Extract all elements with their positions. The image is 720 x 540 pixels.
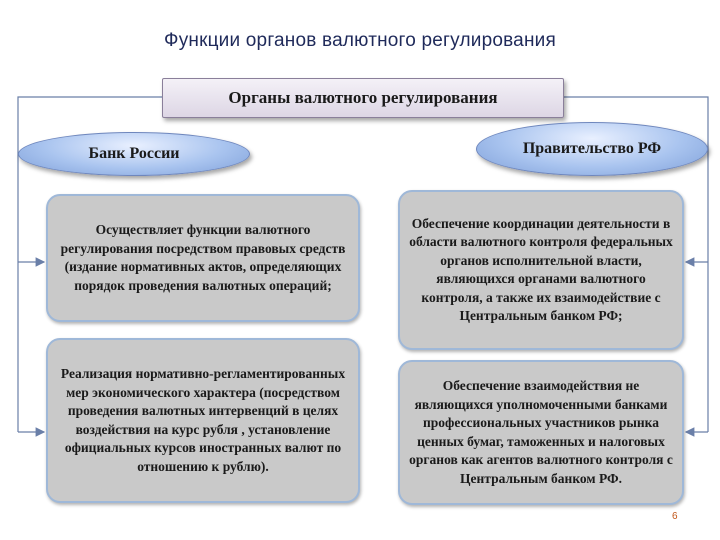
header-box (162, 78, 564, 118)
node-government (476, 122, 708, 176)
header-box-label: Органы валютного регулирования (228, 88, 498, 107)
page-number: 6 (672, 511, 678, 522)
right-function-text-2: Обеспечение взаимодействия не являющихся уполномоченными банками профессиональных участников рынка ценных бумаг, таможенных и налоговых органов как агентов валютного контроля с Центральным банком РФ. (409, 378, 673, 486)
node-government-label: Правительство РФ (522, 140, 662, 157)
node-bank-of-russia-label: Банк России (88, 145, 180, 162)
left-function-text-2: Реализация нормативно-регламентированных мер экономического характера (посредством проведения валютных интервенций в целях воздействия на курс рубля , установление официальных курсов иностранных валют по отношению к рублю). (60, 366, 346, 474)
right-function-text-1: Обеспечение координации деятельности в области валютного контроля федеральных органов исполнительной власти, являющихся органами валютного контроля, а также их взаимодействие с Центральным банком РФ; (409, 215, 673, 323)
right-function-box-2 (398, 360, 684, 505)
right-function-box-1 (398, 190, 684, 350)
left-function-box-2 (46, 338, 360, 503)
node-bank-of-russia (18, 132, 250, 176)
slide-title: Функции органов валютного регулирования (164, 30, 556, 51)
left-function-text-1: Осуществляет функции валютного регулирования посредством правовых средств (издание нормативных актов, определяющих порядок проведения валютных операций; (60, 222, 346, 293)
left-function-box-1 (46, 194, 360, 322)
